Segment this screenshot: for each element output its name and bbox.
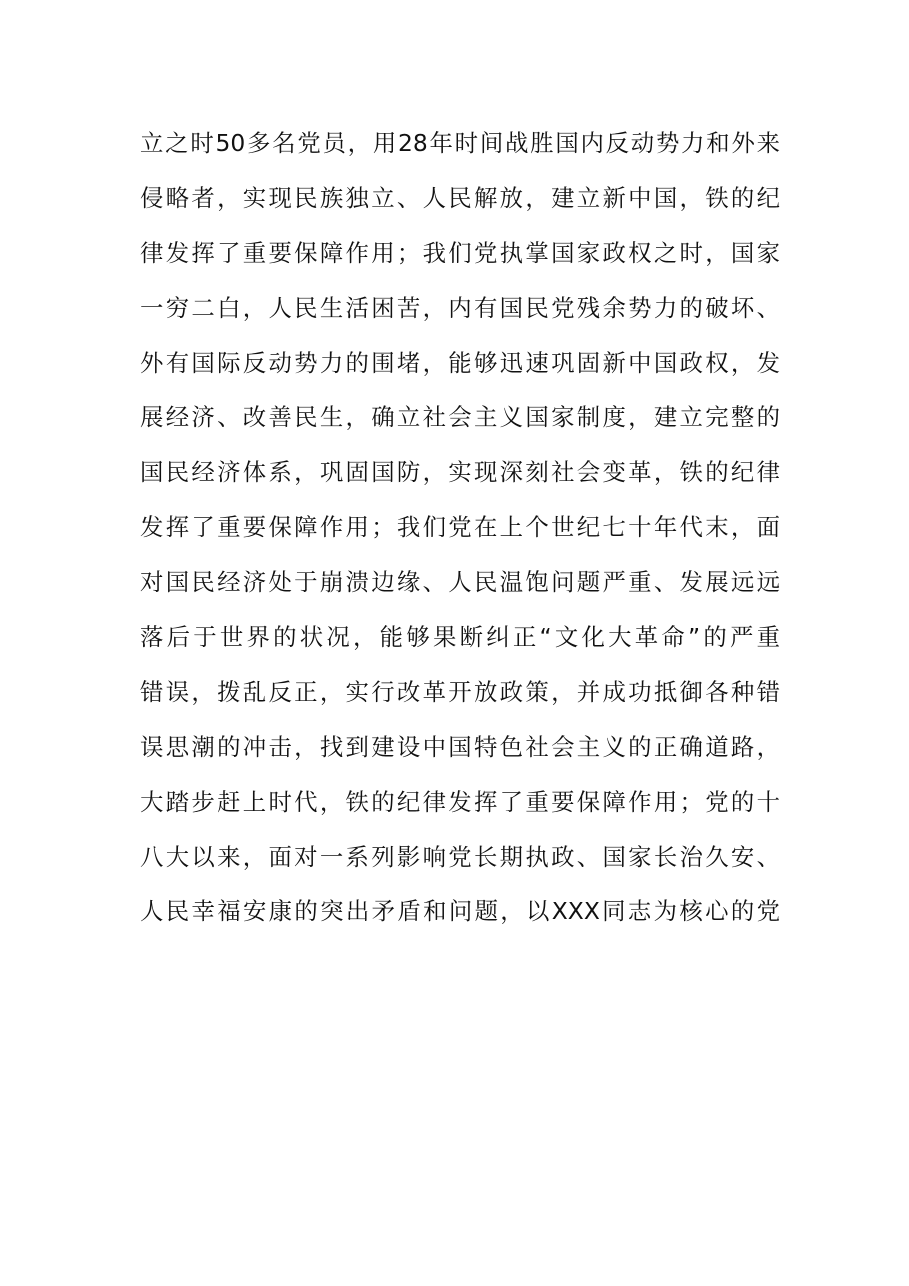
text-line: 外有国际反动势力的围堵，能够迅速巩固新中国政权，发 [140,348,780,377]
text-line: 立之时50多名党员，用28年时间战胜国内反动势力和外来 [140,129,780,157]
text-line: 误思潮的冲击，找到建设中国特色社会主义的正确道路， [140,732,780,761]
text-line: 一穷二白，人民生活困苦，内有国民党残余势力的破坏、 [140,293,780,322]
text-line: 律发挥了重要保障作用；我们党执掌国家政权之时，国家 [140,238,780,267]
text-line: 发挥了重要保障作用；我们党在上个世纪七十年代末，面 [140,513,780,542]
text-line: 落后于世界的状况，能够果断纠正“文化大革命”的严重 [140,623,780,652]
text-line: 国民经济体系，巩固国防，实现深刻社会变革，铁的纪律 [140,458,780,487]
body-paragraph [140,122,780,945]
text-line: 对国民经济处于崩溃边缘、人民温饱问题严重、发展远远 [140,568,780,597]
text-line: 侵略者，实现民族独立、人民解放，建立新中国，铁的纪 [140,183,780,212]
text-line: 人民幸福安康的突出矛盾和问题，以XXX同志为核心的党 [140,897,780,926]
text-line: 展经济、改善民生，确立社会主义国家制度，建立完整的 [140,403,780,432]
text-line: 八大以来，面对一系列影响党长期执政、国家长治久安、 [140,842,780,871]
text-line: 错误，拨乱反正，实行改革开放政策，并成功抵御各种错 [140,677,780,706]
text-line: 大踏步赶上时代，铁的纪律发挥了重要保障作用；党的十 [140,787,780,816]
